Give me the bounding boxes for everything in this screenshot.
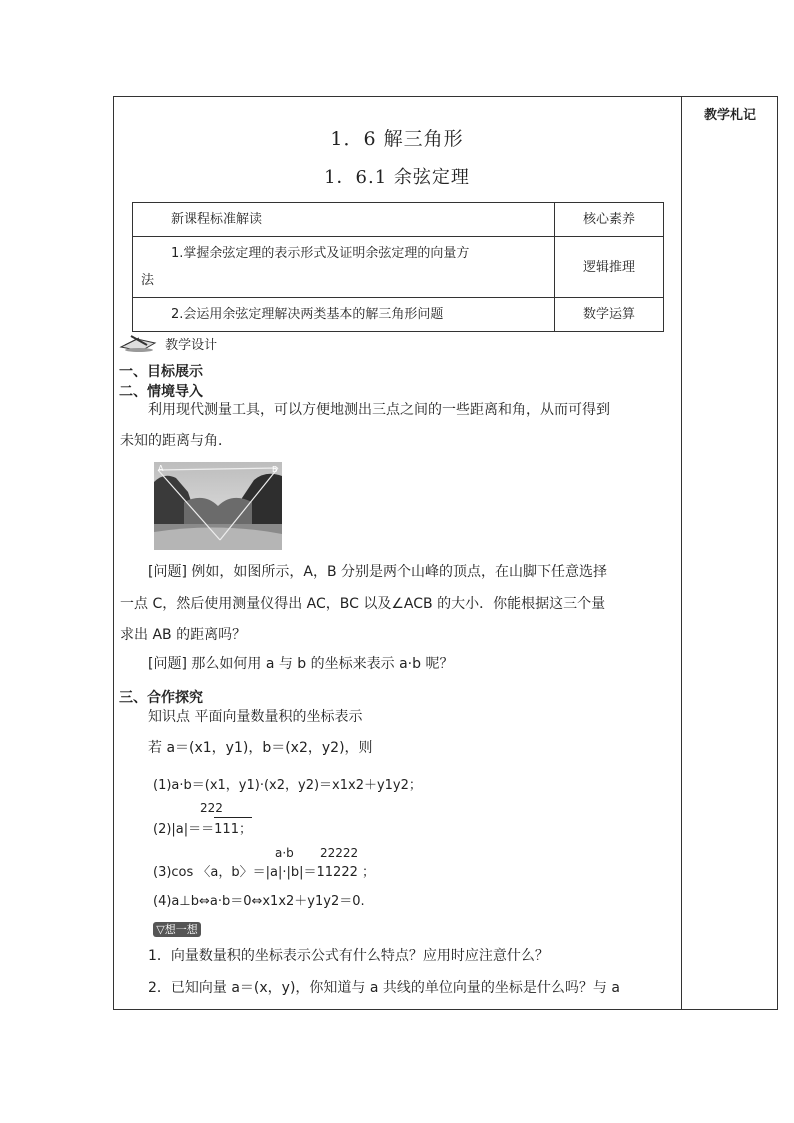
- table-cell-competency: 数学运算: [555, 298, 664, 332]
- think-question-2: 2．已知向量 a＝(x，y)，你知道与 a 共线的单位向量的坐标是什么吗？与 a: [148, 980, 620, 996]
- teaching-design-label: 教学设计: [165, 337, 218, 353]
- heading-context: 二、情境导入: [119, 384, 203, 400]
- knowledge-point: 知识点 平面向量数量积的坐标表示: [148, 709, 363, 725]
- table-cell-standard: 2.会运用余弦定理解决两类基本的解三角形问题: [133, 298, 555, 332]
- formula-3: (3)cos 〈a，b〉＝|a|·|b|＝11222 ；: [153, 865, 375, 880]
- table-row: [133, 237, 664, 298]
- standard-text-line: 1.掌握余弦定理的表示形式及证明余弦定理的向量方: [171, 246, 470, 261]
- table-cell-competency: 逻辑推理: [555, 237, 664, 298]
- pen-notebook-icon: [119, 333, 159, 353]
- formula-3-top-right: 22222: [320, 846, 359, 860]
- think-badge-label: 想一想: [164, 923, 198, 936]
- photo-label-b: B: [272, 465, 278, 474]
- think-question-1: 1．向量数量积的坐标表示公式有什么特点？应用时应注意什么？: [148, 948, 549, 964]
- table-cell-standard: [133, 237, 555, 298]
- notes-column-title: 教学札记: [703, 108, 756, 123]
- question2-line: [问题] 那么如何用 a 与 b 的坐标来表示 a·b 呢？: [148, 656, 454, 672]
- section-title: 1．6 解三角形: [330, 128, 464, 150]
- formula-2-left: (2)|a|＝＝: [153, 822, 215, 837]
- mountain-photo: [154, 462, 282, 550]
- subsection-title: 1．6.1 余弦定理: [324, 167, 470, 188]
- question1-line: [问题] 例如，如图所示，A，B 分别是两个山峰的顶点，在山脚下任意选择: [148, 564, 608, 580]
- intro-paragraph-line: 利用现代测量工具，可以方便地测出三点之间的一些距离和角，从而可得到: [148, 402, 610, 418]
- formula-2: [153, 817, 252, 837]
- formula-2-numerator: 222: [200, 801, 223, 815]
- formula-intro: 若 a＝(x1，y1)，b＝(x2，y2)，则: [148, 740, 373, 756]
- formula-3-top-left: a·b: [275, 846, 294, 860]
- question1-line: 一点 C，然后使用测量仪得出 AC，BC 以及∠ACB 的大小．你能根据这三个量: [120, 596, 606, 612]
- teaching-design-heading: [119, 333, 217, 353]
- formula-2-denominator: 111；: [214, 817, 252, 837]
- heading-goals: 一、目标展示: [119, 364, 203, 380]
- photo-label-a: A: [158, 464, 164, 473]
- think-icon: ▽: [156, 923, 165, 936]
- table-header-standard: 新课程标准解读: [133, 203, 555, 237]
- table-row: [133, 298, 664, 332]
- formula-1: (1)a·b＝(x1，y1)·(x2，y2)＝x1x2＋y1y2；: [153, 778, 422, 793]
- notes-column-divider: [681, 96, 682, 1010]
- intro-paragraph-line: 未知的距离与角．: [120, 433, 232, 449]
- table-header-competency: 核心素养: [555, 203, 664, 237]
- standard-text-line: 法: [141, 273, 155, 288]
- heading-cooperative-inquiry: 三、合作探究: [119, 690, 203, 706]
- formula-4: (4)a⊥b⇔a·b＝0⇔x1x2＋y1y2＝0.: [153, 894, 365, 909]
- question1-line: 求出 AB 的距离吗？: [120, 627, 247, 643]
- think-badge: [153, 922, 201, 937]
- table-header-row: [133, 203, 664, 237]
- curriculum-standards-table: [132, 202, 664, 332]
